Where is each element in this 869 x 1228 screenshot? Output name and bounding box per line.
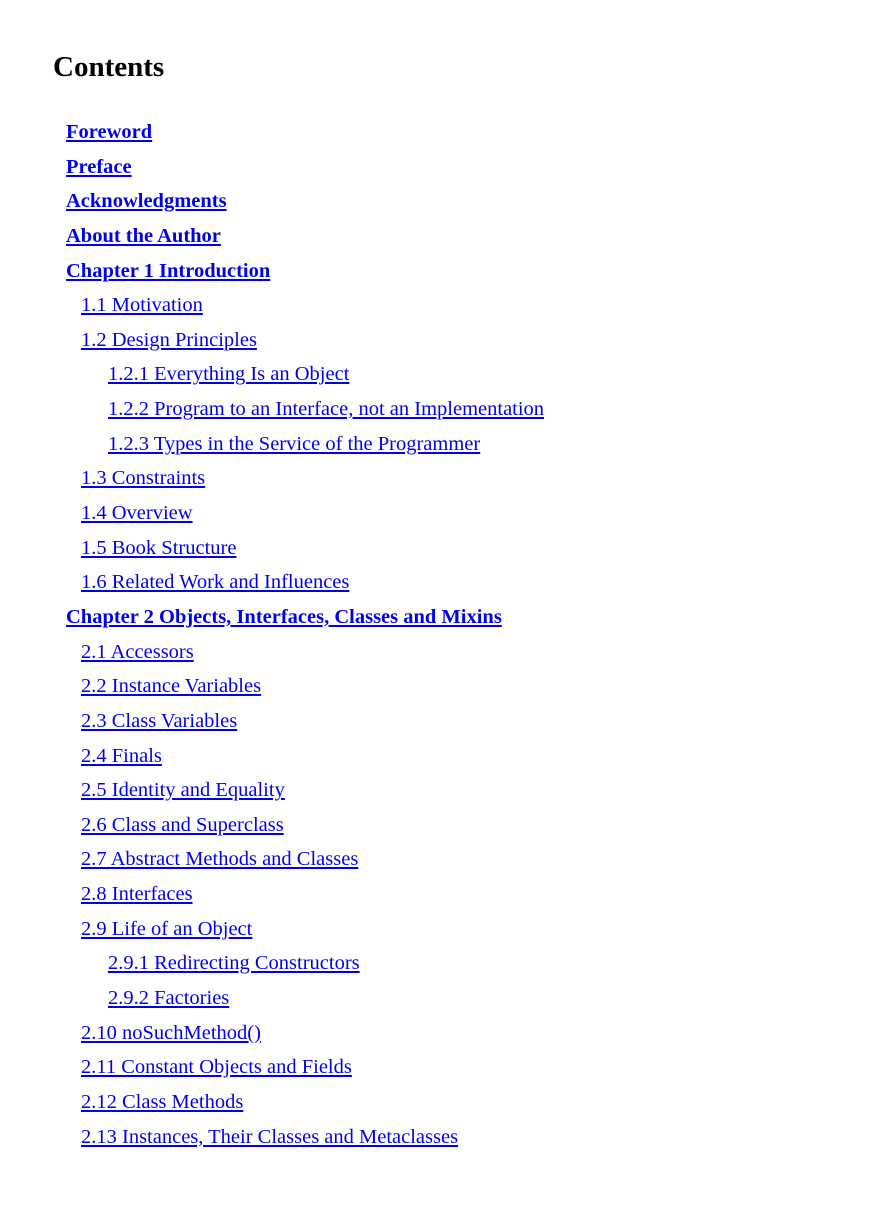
toc-section-link[interactable]: 2.2 Instance Variables [81, 675, 262, 698]
toc-section-link[interactable]: 2.12 Class Methods [81, 1090, 244, 1113]
toc-section-link[interactable]: 2.4 Finals [81, 744, 162, 767]
toc-section-link[interactable]: 2.5 Identity and Equality [81, 779, 285, 802]
toc-chapter-link[interactable]: Chapter 2 Objects, Interfaces, Classes and Mixins [66, 605, 502, 628]
toc-subsection-link[interactable]: 1.2.2 Program to an Interface, not an Implementation [108, 398, 545, 421]
toc-section-link[interactable]: 1.6 Related Work and Influences [81, 571, 350, 594]
toc-chapter-link[interactable]: Preface [66, 155, 132, 178]
toc-section-link[interactable]: 1.1 Motivation [81, 294, 203, 317]
toc-section-link[interactable]: 2.7 Abstract Methods and Classes [81, 848, 359, 871]
toc-section-link[interactable]: 2.13 Instances, Their Classes and Metaclasses [81, 1125, 459, 1148]
toc-section-link[interactable]: 1.5 Book Structure [81, 536, 237, 559]
toc-subsection-link[interactable]: 1.2.1 Everything Is an Object [108, 363, 350, 386]
toc-chapter-link[interactable]: About the Author [66, 224, 221, 247]
toc-section-link[interactable]: 2.11 Constant Objects and Fields [81, 1056, 352, 1079]
toc-section-link[interactable]: 2.8 Interfaces [81, 883, 193, 906]
toc-chapter-link[interactable]: Foreword [66, 121, 153, 143]
toc-chapter-link[interactable]: Acknowledgments [66, 190, 227, 213]
toc-section-link[interactable]: 2.3 Class Variables [81, 709, 238, 732]
toc-section-link[interactable]: 2.1 Accessors [81, 640, 194, 663]
toc-section-link[interactable]: 2.6 Class and Superclass [81, 813, 284, 836]
toc-section-link[interactable]: 2.10 noSuchMethod() [81, 1021, 261, 1044]
toc-section-link[interactable]: 1.2 Design Principles [81, 328, 257, 351]
toc-subsection-link[interactable]: 2.9.2 Factories [108, 987, 230, 1010]
toc-chapter-link[interactable]: Chapter 1 Introduction [66, 259, 271, 282]
toc-section-link[interactable]: 1.3 Constraints [81, 467, 206, 490]
page-title: Contents [53, 51, 165, 83]
toc-subsection-link[interactable]: 2.9.1 Redirecting Constructors [108, 952, 360, 975]
toc-subsection-link[interactable]: 1.2.3 Types in the Service of the Programmer [108, 432, 481, 455]
toc-section-link[interactable]: 2.9 Life of an Object [81, 917, 253, 940]
toc-section-link[interactable]: 1.4 Overview [81, 502, 193, 525]
table-of-contents [0, 115, 869, 1154]
